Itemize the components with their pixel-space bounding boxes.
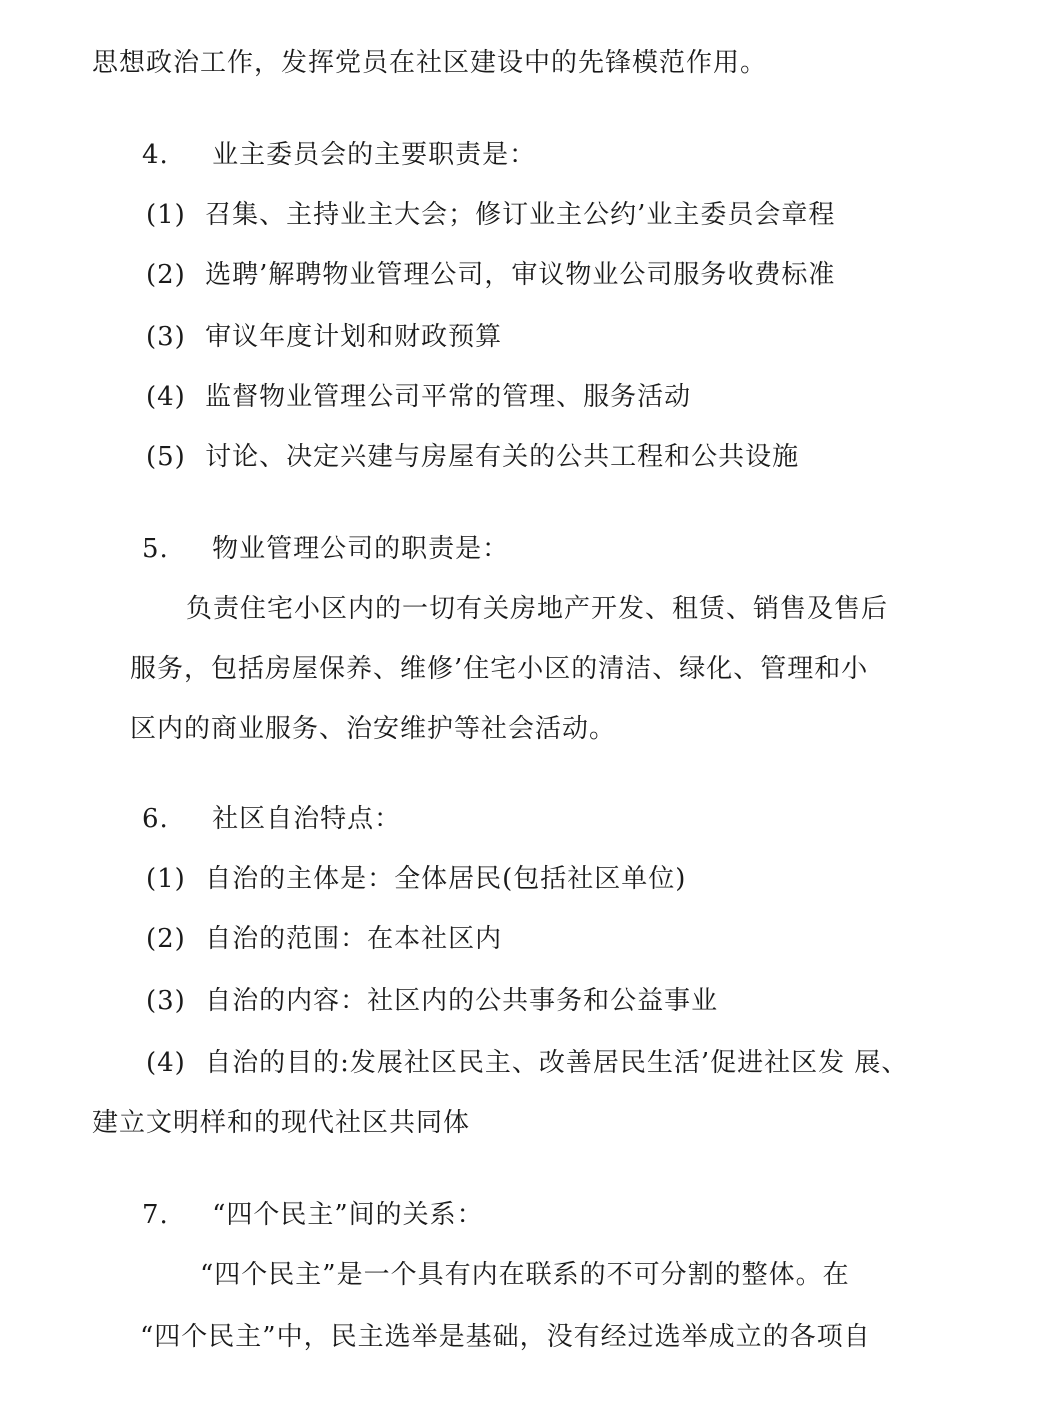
item-text: 自治的范围：在本社区内 <box>205 924 503 954</box>
list-item <box>146 984 718 1018</box>
item-text: 选聘’解聘物业管理公司，审议物业公司服务收费标准 <box>205 260 836 290</box>
list-item <box>146 380 691 414</box>
section-5-heading <box>142 532 509 566</box>
section-title: “四个民主”间的关系： <box>212 1200 484 1230</box>
item-text: 讨论、决定兴建与房屋有关的公共工程和公共设施 <box>205 442 800 472</box>
item-number: (2) <box>146 924 186 954</box>
paragraph-text: 思想政治工作，发挥党员在社区建设中的先锋模范作用。 <box>92 48 768 78</box>
item-text: 自治的内容：社区内的公共事务和公益事业 <box>205 986 719 1016</box>
item-number: (3) <box>146 986 186 1016</box>
item-number: (4) <box>146 382 186 412</box>
paragraph-line <box>92 1106 470 1140</box>
section-number: 6. <box>142 804 169 834</box>
section-title: 业主委员会的主要职责是： <box>212 140 537 170</box>
section-6-heading <box>142 802 401 836</box>
section-number: 7. <box>142 1200 169 1230</box>
item-text: 自治的主体是：全体居民(包括社区单位) <box>205 864 687 894</box>
paragraph-text: 区内的商业服务、治安维护等社会活动。 <box>130 714 617 744</box>
list-item <box>146 922 502 956</box>
paragraph-line <box>92 46 767 80</box>
item-number: (1) <box>146 864 186 894</box>
item-number: (2) <box>146 260 186 290</box>
paragraph-text: 服务，包括房屋保养、维修’住宅小区的清洁、绿化、管理和小 <box>130 654 869 684</box>
section-7-heading <box>142 1198 484 1232</box>
list-item <box>146 320 502 354</box>
list-item <box>146 862 686 896</box>
paragraph-line <box>140 1320 871 1354</box>
item-number: (1) <box>146 200 186 230</box>
paragraph-text: “四个民主”中，民主选举是基础，没有经过选举成立的各项自 <box>140 1322 871 1352</box>
item-text: 审议年度计划和财政预算 <box>205 322 503 352</box>
item-number: (3) <box>146 322 186 352</box>
section-title: 社区自治特点： <box>212 804 402 834</box>
item-text: 召集、主持业主大会；修订业主公约’业主委员会章程 <box>205 200 836 230</box>
paragraph-text: 建立文明样和的现代社区共同体 <box>92 1108 471 1138</box>
section-title: 物业管理公司的职责是： <box>212 534 510 564</box>
paragraph-text: 负责住宅小区内的一切有关房地产开发、租赁、销售及售后 <box>186 594 889 624</box>
item-number: (4) <box>146 1048 186 1078</box>
section-4-heading <box>142 138 536 172</box>
paragraph-line <box>130 652 868 686</box>
item-text: 自治的目的:发展社区民主、改善居民生活’促进社区发 展、 <box>205 1048 909 1078</box>
list-item <box>146 1046 908 1080</box>
section-number: 4. <box>142 140 169 170</box>
list-item <box>146 198 835 232</box>
paragraph-line <box>200 1258 850 1292</box>
list-item <box>146 440 799 474</box>
paragraph-line <box>130 712 616 746</box>
item-number: (5) <box>146 442 186 472</box>
list-item <box>146 258 835 292</box>
paragraph-text: “四个民主”是一个具有内在联系的不可分割的整体。在 <box>200 1260 850 1290</box>
item-text: 监督物业管理公司平常的管理、服务活动 <box>205 382 692 412</box>
section-number: 5. <box>142 534 169 564</box>
paragraph-line <box>186 592 888 626</box>
